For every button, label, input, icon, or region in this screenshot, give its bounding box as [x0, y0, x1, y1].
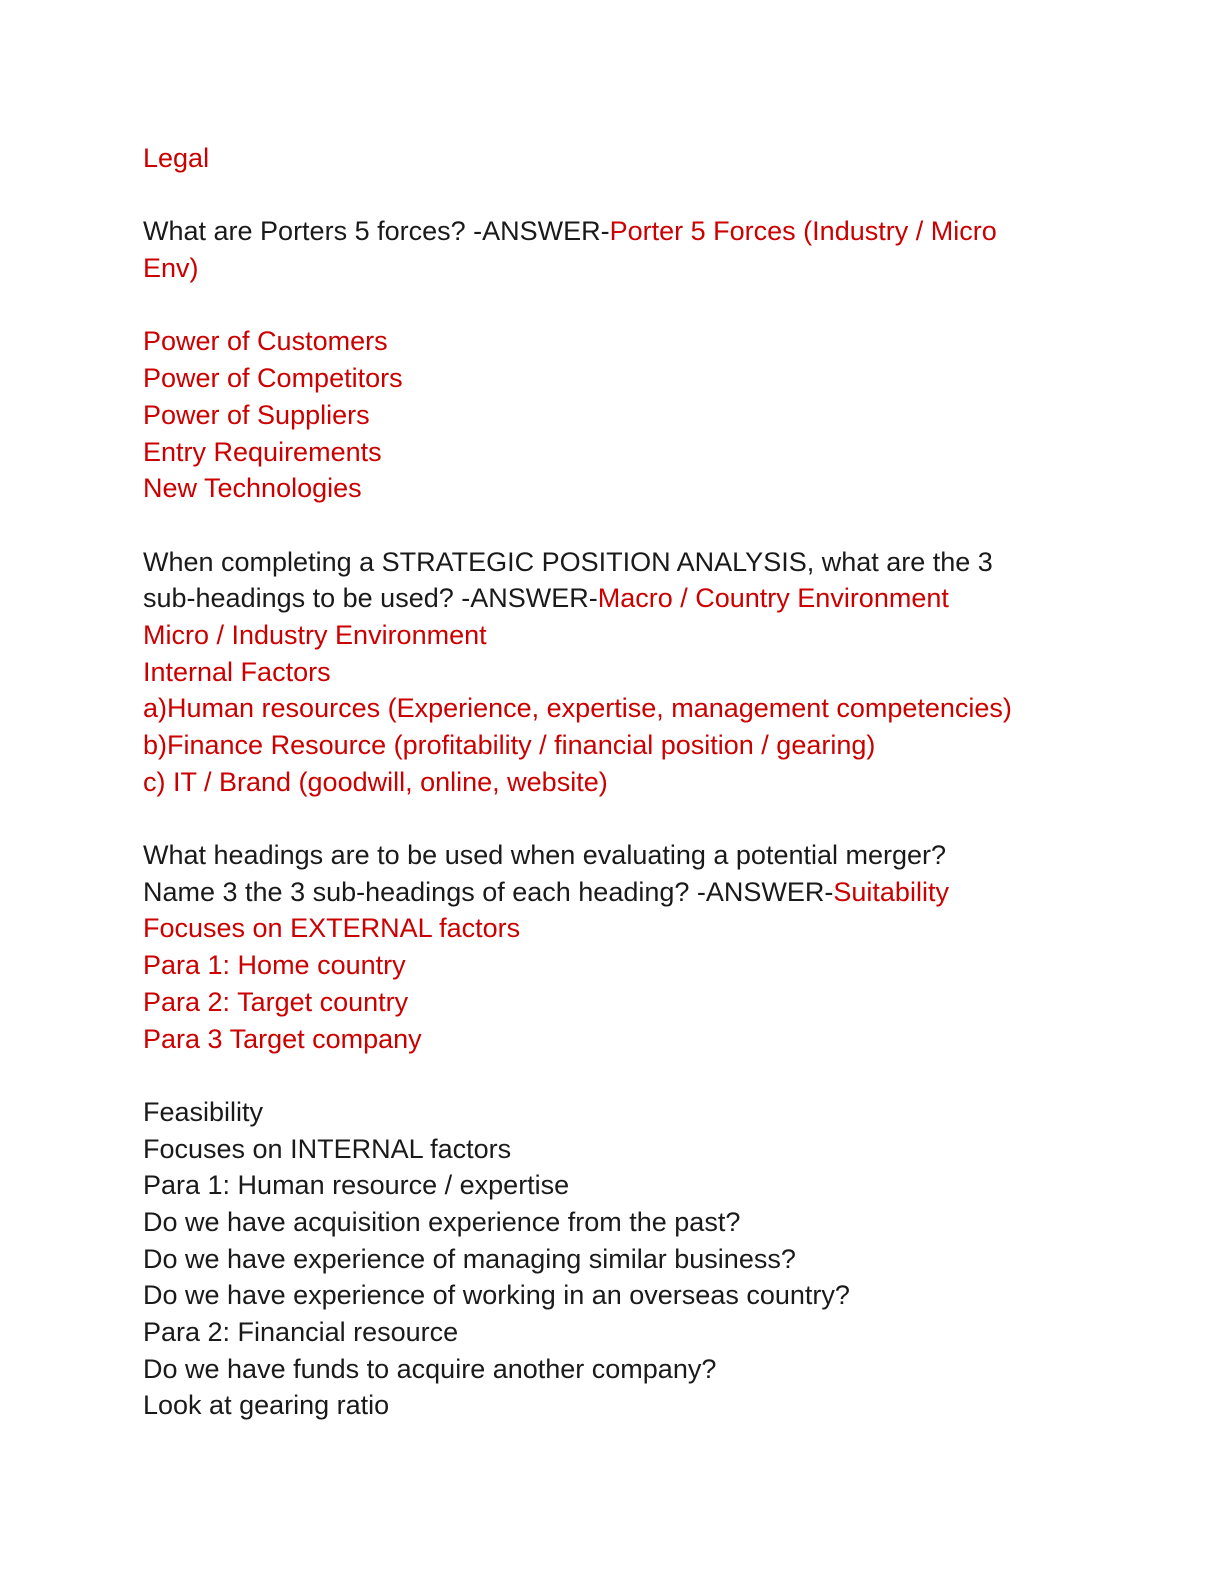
text-line — [143, 580, 1083, 617]
question-text: Do we have acquisition experience from the past? — [143, 1206, 741, 1237]
text-line — [143, 397, 1083, 434]
text-line — [143, 617, 1083, 654]
text-line — [143, 360, 1083, 397]
blank-line — [143, 507, 1083, 544]
answer-text: Macro / Country Environment — [597, 583, 949, 614]
answer-text: Power of Suppliers — [143, 399, 370, 430]
question-text: When completing a STRATEGIC POSITION ANALYSIS, what are the 3 — [143, 546, 993, 577]
text-line — [143, 874, 1083, 911]
document-page — [143, 140, 1083, 1424]
text-line — [143, 727, 1083, 764]
text-line — [143, 1021, 1083, 1058]
text-line — [143, 140, 1083, 177]
question-text: Do we have experience of managing similar business? — [143, 1243, 796, 1274]
text-line — [143, 250, 1083, 287]
text-line — [143, 1387, 1083, 1424]
text-line — [143, 947, 1083, 984]
answer-text: a)Human resources (Experience, expertise, management competencies) — [143, 693, 1012, 724]
question-text: Do we have experience of working in an overseas country? — [143, 1280, 850, 1311]
question-text: Do we have funds to acquire another company? — [143, 1353, 717, 1384]
text-line — [143, 837, 1083, 874]
question-text: Name 3 the 3 sub-headings of each heading? -ANSWER- — [143, 876, 834, 907]
answer-text: Power of Customers — [143, 326, 388, 357]
question-text: Look at gearing ratio — [143, 1390, 390, 1421]
question-text: Focuses on INTERNAL factors — [143, 1133, 512, 1164]
text-line — [143, 1204, 1083, 1241]
blank-line — [143, 177, 1083, 214]
answer-text: Micro / Industry Environment — [143, 619, 487, 650]
blank-line — [143, 1057, 1083, 1094]
answer-text: Legal — [143, 143, 210, 173]
text-line — [143, 764, 1083, 801]
answer-text: Para 2: Target country — [143, 986, 409, 1017]
text-line — [143, 1094, 1083, 1131]
text-line — [143, 323, 1083, 360]
answer-text: b)Finance Resource (profitability / financial position / gearing) — [143, 730, 876, 760]
answer-text: Internal Factors — [143, 656, 331, 687]
question-text: What headings are to be used when evaluating a potential merger? — [143, 840, 947, 871]
text-line — [143, 984, 1083, 1021]
answer-text: Para 1: Home country — [143, 950, 406, 981]
text-line — [143, 213, 1083, 250]
text-line — [143, 544, 1083, 581]
text-line — [143, 1314, 1083, 1351]
answer-text: Power of Competitors — [143, 363, 403, 394]
answer-text: New Technologies — [143, 473, 362, 504]
question-text: Para 1: Human resource / expertise — [143, 1170, 570, 1201]
answer-text: Suitability — [833, 876, 949, 907]
question-text: sub-headings to be used? -ANSWER- — [143, 583, 598, 614]
answer-text: c) IT / Brand (goodwill, online, website) — [143, 766, 608, 797]
blank-line — [143, 800, 1083, 837]
question-text: Para 2: Financial resource — [143, 1317, 459, 1347]
answer-text: Env) — [143, 253, 199, 284]
blank-line — [143, 287, 1083, 324]
text-line — [143, 654, 1083, 691]
answer-text: Focuses on EXTERNAL factors — [143, 913, 521, 944]
text-line — [143, 1351, 1083, 1388]
question-text: What are Porters 5 forces? -ANSWER- — [143, 216, 610, 247]
text-line — [143, 910, 1083, 947]
text-line — [143, 690, 1083, 727]
text-line — [143, 1241, 1083, 1278]
text-line — [143, 434, 1083, 471]
answer-text: Entry Requirements — [143, 436, 382, 467]
answer-text: Porter 5 Forces (Industry / Micro — [609, 216, 997, 247]
text-line — [143, 470, 1083, 507]
text-line — [143, 1167, 1083, 1204]
text-line — [143, 1131, 1083, 1168]
question-text: Feasibility — [143, 1096, 264, 1127]
answer-text: Para 3 Target company — [143, 1023, 422, 1054]
text-line — [143, 1277, 1083, 1314]
